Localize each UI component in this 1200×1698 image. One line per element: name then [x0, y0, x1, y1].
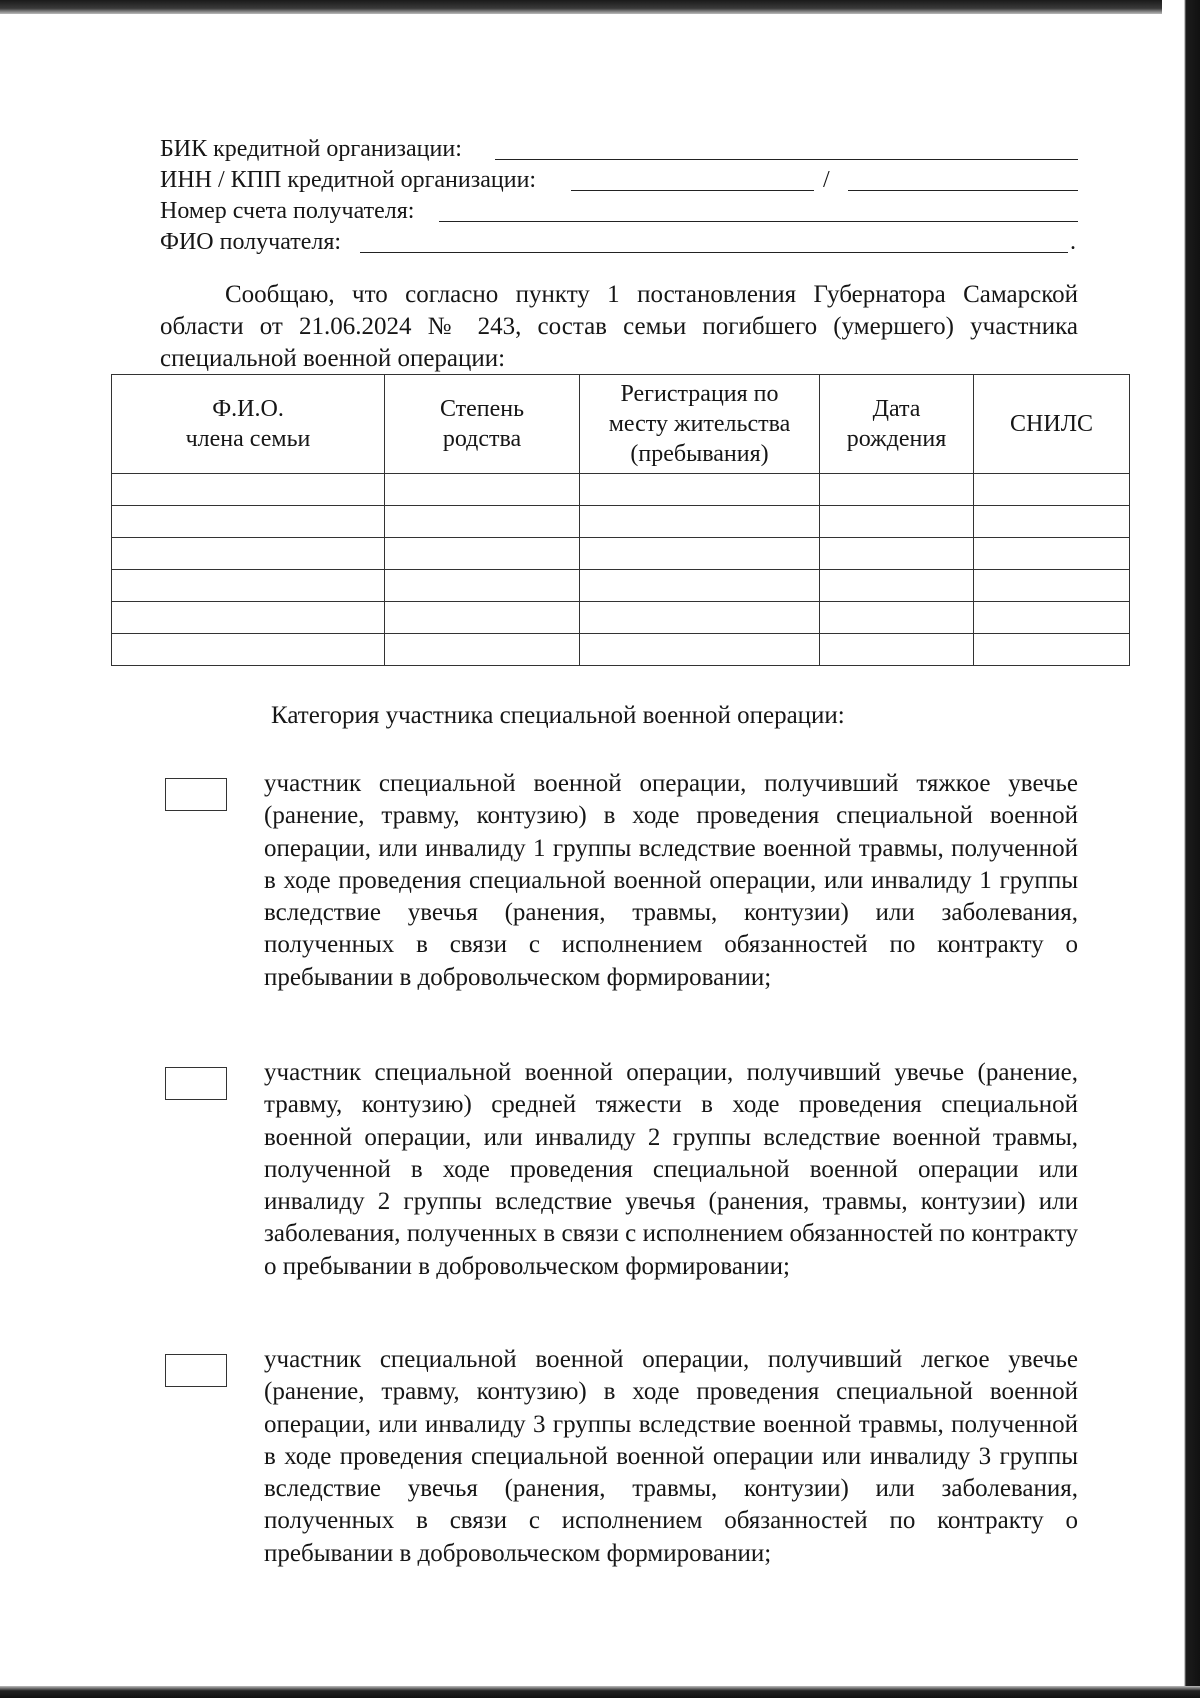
table-cell[interactable]: [820, 602, 974, 634]
table-row: [112, 474, 1130, 506]
table-cell[interactable]: [974, 602, 1130, 634]
family-table: [111, 374, 1130, 666]
table-cell[interactable]: [112, 474, 385, 506]
table-cell[interactable]: [820, 506, 974, 538]
category-checkbox-2[interactable]: [165, 1067, 227, 1100]
table-cell[interactable]: [112, 570, 385, 602]
account-label: Номер счета получателя:: [160, 198, 415, 224]
account-number-field[interactable]: [439, 221, 1078, 222]
header-birth-date: [820, 375, 974, 474]
table-cell[interactable]: [580, 570, 820, 602]
category-checkbox-1[interactable]: [165, 778, 227, 811]
recipient-name-field[interactable]: [360, 252, 1068, 253]
header-snils-text: СНИЛС: [1010, 411, 1093, 437]
table-cell[interactable]: [974, 634, 1130, 666]
table-cell[interactable]: [385, 538, 580, 570]
category-heading: Категория участника специальной военной операции:: [271, 702, 845, 729]
header-registration: [580, 375, 820, 474]
scan-right-edge: [1162, 0, 1200, 1698]
table-cell[interactable]: [385, 474, 580, 506]
table-cell[interactable]: [974, 474, 1130, 506]
table-row: [112, 602, 1130, 634]
table-row: [112, 634, 1130, 666]
table-cell[interactable]: [820, 474, 974, 506]
table-cell[interactable]: [580, 474, 820, 506]
table-cell[interactable]: [820, 570, 974, 602]
category-option-1-text: участник специальной военной операции, получивший тяжкое увечье (ранение, травму, контузию) в ходе проведения специальной военной операции, или инвалиду 1 группы вследствие военной травмы, полученной в ходе проведения специальной военной операции, или инвалиду 1 группы вследствие увечья (ранения, травмы, контузии) или заболевания, полученных в связи с исполнением обязанностей по контракту о пребывании в добровольческом формировании;: [264, 770, 1078, 991]
table-cell[interactable]: [820, 538, 974, 570]
table-row: [112, 506, 1130, 538]
table-cell[interactable]: [112, 634, 385, 666]
header-fio: [112, 375, 385, 474]
bank-details-block: [160, 134, 1080, 258]
table-cell[interactable]: [580, 602, 820, 634]
header-snils: [974, 375, 1130, 474]
account-row: [160, 196, 1080, 227]
table-cell[interactable]: [974, 538, 1130, 570]
table-cell[interactable]: [580, 506, 820, 538]
header-fio-line1: Ф.И.О. члена семьи: [185, 396, 311, 452]
table-cell[interactable]: [385, 602, 580, 634]
inn-kpp-row: [160, 165, 1080, 196]
table-cell[interactable]: [385, 634, 580, 666]
inn-field[interactable]: [571, 190, 814, 191]
recipient-row: [160, 227, 1080, 258]
table-cell[interactable]: [974, 570, 1130, 602]
inn-kpp-label: ИНН / КПП кредитной организации:: [160, 167, 537, 193]
kpp-field[interactable]: [848, 190, 1078, 191]
recipient-label: ФИО получателя:: [160, 229, 342, 255]
inn-kpp-separator: /: [823, 167, 830, 193]
bik-row: [160, 134, 1080, 165]
header-birth-date-text: Дата рождения: [846, 396, 947, 452]
header-relation-text: Степень родства: [439, 396, 525, 452]
bik-field[interactable]: [495, 159, 1078, 160]
table-cell[interactable]: [112, 538, 385, 570]
category-checkbox-3[interactable]: [165, 1354, 227, 1387]
table-row: [112, 570, 1130, 602]
table-cell[interactable]: [112, 506, 385, 538]
category-option-2-text: участник специальной военной операции, получивший увечье (ранение, травму, контузию) средней тяжести в ходе проведения специальной военной операции, или инвалиду 2 группы вследствие военной травмы, полученной в ходе проведения специальной военной операции или инвалиду 2 группы вследствие увечья (ранения, травмы, контузии) или заболевания, полученных в связи с исполнением обязанностей по контракту о пребывании в добровольческом формировании;: [264, 1059, 1078, 1280]
intro-paragraph: Сообщаю, что согласно пункту 1 постановления Губернатора Самарской области от 21.06.2024 № 243, состав семьи погибшего (умершего) участника специальной военной операции:: [160, 281, 1078, 372]
table-cell[interactable]: [580, 538, 820, 570]
table-cell[interactable]: [385, 506, 580, 538]
scan-top-edge: [0, 0, 1200, 14]
category-option-3-text: участник специальной военной операции, получивший легкое увечье (ранение, травму, контузию) в ходе проведения специальной военной операции, или инвалиду 3 группы вследствие военной травмы, полученной в ходе проведения специальной военной операции или инвалиду 3 группы вследствие увечья (ранения, травмы, контузии) или заболевания, полученных в связи с исполнением обязанностей по контракту о пребывании в добровольческом формировании;: [264, 1346, 1078, 1567]
table-cell[interactable]: [820, 634, 974, 666]
header-relation: [385, 375, 580, 474]
bik-label: БИК кредитной организации:: [160, 136, 462, 162]
scan-bottom-edge: [0, 1686, 1200, 1698]
table-cell[interactable]: [385, 570, 580, 602]
table-row: [112, 538, 1130, 570]
table-cell[interactable]: [974, 506, 1130, 538]
recipient-end-dot: .: [1070, 229, 1076, 255]
table-cell[interactable]: [580, 634, 820, 666]
family-table-header: [112, 375, 1130, 474]
table-cell[interactable]: [112, 602, 385, 634]
header-registration-text: Регистрация по месту жительства (пребывания): [608, 381, 791, 467]
